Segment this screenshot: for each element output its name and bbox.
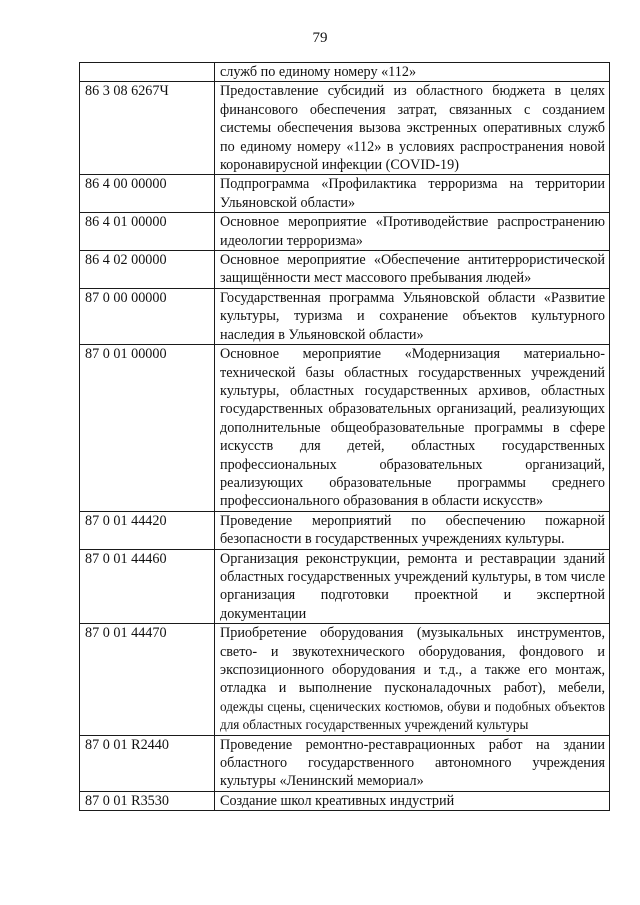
description-cell: служб по единому номеру «112» — [215, 63, 610, 82]
description-cell: Создание школ креативных индустрий — [215, 791, 610, 810]
description-cell: Основное мероприятие «Противодействие распространению идеологии терроризма» — [215, 213, 610, 251]
description-cell: Предоставление субсидий из областного бюджета в целях финансового обеспечения затрат, связанных с созданием системы обеспечения вызова экстренных оперативных служб по единому номеру «112» в условиях распространения новой коронавирусной инфекции (COVID-19) — [215, 82, 610, 175]
code-cell: 86 3 08 6267Ч — [80, 82, 215, 175]
description-cell: Проведение мероприятий по обеспечению пожарной безопасности в государственных учреждениях культуры. — [215, 511, 610, 549]
table-row — [80, 175, 610, 213]
code-cell: 87 0 01 44470 — [80, 624, 215, 735]
table-row — [80, 735, 610, 791]
table-row — [80, 82, 610, 175]
description-cell: Основное мероприятие «Обеспечение антитеррористической защищённости мест массового пребывания людей» — [215, 251, 610, 289]
description-cell: Подпрограмма «Профилактика терроризма на территории Ульяновской области» — [215, 175, 610, 213]
table-row — [80, 624, 610, 735]
description-cell: Организация реконструкции, ремонта и реставрации зданий областных государственных учреждений культуры, в том числе организация подготовки проектной и экспертной документации — [215, 549, 610, 624]
code-cell — [80, 63, 215, 82]
code-cell: 86 4 00 00000 — [80, 175, 215, 213]
table-row — [80, 288, 610, 344]
table-row — [80, 511, 610, 549]
description-cell: Государственная программа Ульяновской области «Развитие культуры, туризма и сохранение объектов культурного наследия в Ульяновской области» — [215, 288, 610, 344]
description-part: Приобретение оборудования (музыкальных инструментов, свето- и звукотехнического оборудования, фондового и экспозиционного оборудования и т.д., а также его монтаж, отладка и выполнение пусконаладочных работ), мебели, — [220, 625, 605, 697]
code-cell: 87 0 01 R2440 — [80, 735, 215, 791]
description-cell — [215, 624, 610, 735]
table-row — [80, 251, 610, 289]
description-cell: Проведение ремонтно-реставрационных работ на здании областного государственного автономного учреждения культуры «Ленинский мемориал» — [215, 735, 610, 791]
table-row — [80, 213, 610, 251]
description-part: одежды сцены, сценических костюмов, обуви и подобных объектов для областных государственных учреждений культуры — [220, 698, 605, 733]
table-row — [80, 791, 610, 810]
table-row — [80, 549, 610, 624]
page-number: 79 — [312, 30, 328, 46]
code-cell: 87 0 00 00000 — [80, 288, 215, 344]
table-row — [80, 63, 610, 82]
code-cell: 87 0 01 44460 — [80, 549, 215, 624]
table-row — [80, 345, 610, 512]
description-cell: Основное мероприятие «Модернизация материально-технической базы областных государственных учреждений культуры, областных государственных архивов, областных государственных образовательных организаций, реализующих дополнительные общеобразовательные программы в сфере искусств для детей, областных государственных профессиональных образовательных организаций, реализующих образовательные программы среднего профессионального образования в области искусств» — [215, 345, 610, 512]
code-cell: 86 4 01 00000 — [80, 213, 215, 251]
code-cell: 87 0 01 44420 — [80, 511, 215, 549]
code-cell: 87 0 01 00000 — [80, 345, 215, 512]
code-cell: 86 4 02 00000 — [80, 251, 215, 289]
code-cell: 87 0 01 R3530 — [80, 791, 215, 810]
budget-codes-table — [79, 62, 610, 811]
